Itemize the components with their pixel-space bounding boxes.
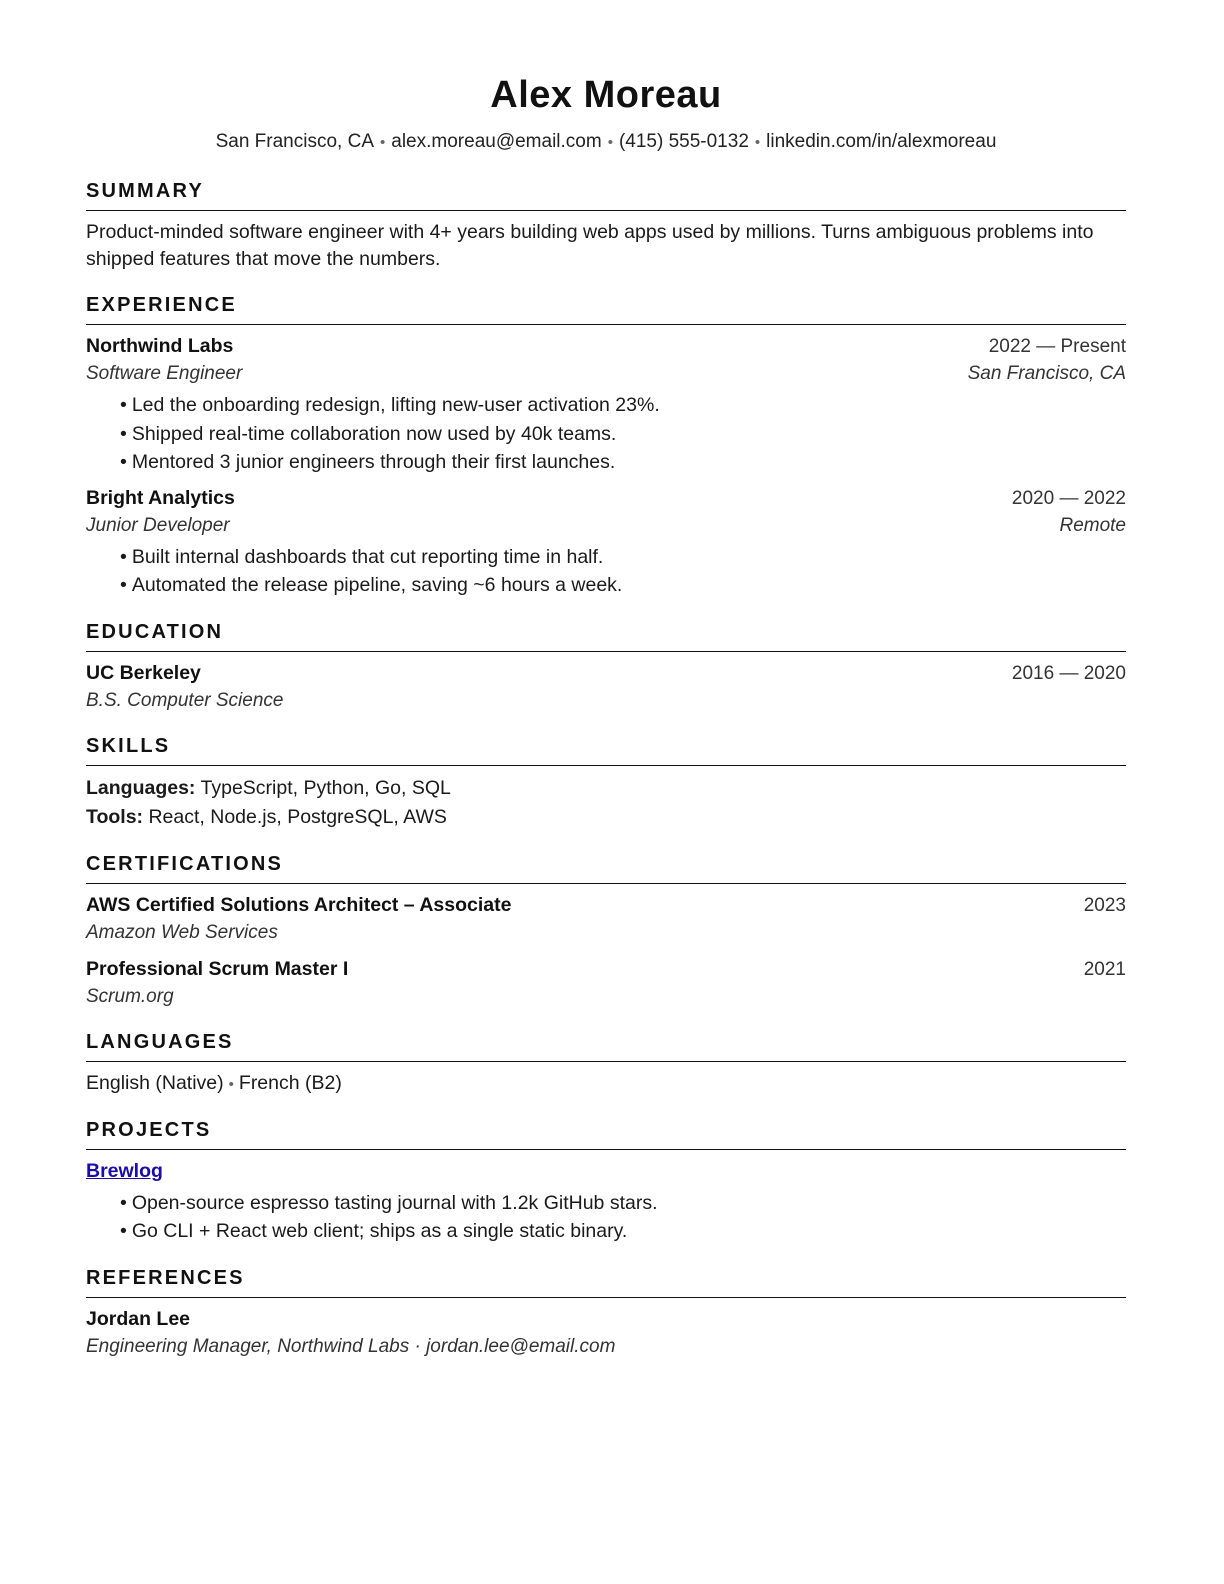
certification-name: Professional Scrum Master I — [86, 957, 349, 980]
experience-header-row — [86, 485, 1126, 512]
education-entry — [86, 660, 1126, 714]
bullet-item: • Mentored 3 junior engineers through their first launches. — [120, 448, 1126, 477]
company-name: Bright Analytics — [86, 486, 235, 509]
language-separator: • — [228, 1075, 234, 1093]
experience-heading: EXPERIENCE — [86, 293, 1126, 325]
bullet-item: • Led the onboarding redesign, lifting new-user activation 23%. — [120, 391, 1126, 420]
project-bullets — [86, 1189, 1126, 1246]
certification-issuer: Amazon Web Services — [86, 921, 278, 943]
school-name: UC Berkeley — [86, 661, 201, 684]
bullet-item: • Built internal dashboards that cut reporting time in half. — [120, 543, 1126, 572]
projects-heading: PROJECTS — [86, 1118, 1126, 1150]
candidate-name: Alex Moreau — [490, 74, 722, 116]
contact-linkedin[interactable]: linkedin.com/in/alexmoreau — [766, 131, 997, 152]
references-section — [86, 1266, 1126, 1360]
experience-header-row — [86, 333, 1126, 360]
job-location: Remote — [1059, 514, 1126, 536]
degree: B.S. Computer Science — [86, 689, 284, 711]
bullet-item: • Shipped real-time collaboration now used by 40k teams. — [120, 420, 1126, 449]
contact-email[interactable]: alex.moreau@email.com — [391, 131, 602, 152]
experience-entry — [86, 333, 1126, 477]
project-entry — [86, 1158, 1126, 1246]
experience-sub-row — [86, 360, 1126, 387]
reference-name: Jordan Lee — [86, 1307, 191, 1330]
company-name: Northwind Labs — [86, 335, 234, 357]
contact-location: San Francisco, CA — [215, 131, 374, 152]
skill-value: TypeScript, Python, Go, SQL — [200, 776, 451, 799]
contact-separator: • — [754, 134, 761, 151]
certification-header-row — [86, 956, 1126, 983]
skill-label: Tools: — [86, 805, 144, 828]
job-bullets — [86, 543, 1126, 600]
project-link[interactable]: Brewlog — [86, 1159, 163, 1182]
job-location: San Francisco, CA — [967, 363, 1126, 384]
experience-list — [86, 333, 1126, 600]
languages-line — [86, 1070, 1126, 1098]
contact-separator: • — [607, 134, 613, 151]
contact-phone: (415) 555-0132 — [618, 131, 749, 152]
experience-section — [86, 293, 1126, 600]
certification-year: 2023 — [1083, 894, 1126, 916]
skills-section — [86, 734, 1126, 832]
skill-value: React, Node.js, PostgreSQL, AWS — [148, 805, 447, 828]
language-item: French (B2) — [238, 1071, 342, 1094]
bullet-item: • Open-source espresso tasting journal with 1.2k GitHub stars. — [120, 1189, 1126, 1218]
certifications-section — [86, 852, 1126, 1010]
skill-line-tools — [86, 803, 1126, 832]
education-section — [86, 620, 1126, 714]
job-role: Junior Developer — [86, 514, 230, 536]
contact-separator: • — [380, 134, 386, 151]
certification-header-row — [86, 892, 1126, 919]
references-heading: REFERENCES — [86, 1266, 1126, 1298]
languages-section — [86, 1030, 1126, 1098]
certification-entry — [86, 892, 1126, 946]
summary-heading: SUMMARY — [86, 179, 1126, 211]
skills-list — [86, 774, 1126, 832]
reference-entry — [86, 1306, 1126, 1360]
summary-section — [86, 179, 1126, 273]
job-bullets — [86, 391, 1126, 477]
education-heading: EDUCATION — [86, 620, 1126, 652]
bullet-item: • Go CLI + React web client; ships as a single static binary. — [120, 1217, 1126, 1246]
resume-content — [86, 72, 1126, 1360]
certification-issuer: Scrum.org — [86, 985, 174, 1007]
skill-line-languages — [86, 774, 1126, 803]
education-header-row — [86, 660, 1126, 687]
education-dates: 2016 — 2020 — [1011, 662, 1126, 684]
projects-section — [86, 1118, 1126, 1246]
certification-name: AWS Certified Solutions Architect – Associate — [86, 893, 512, 916]
skill-label: Languages: — [86, 776, 196, 799]
certification-year: 2021 — [1083, 958, 1126, 980]
certifications-list — [86, 892, 1126, 1010]
certifications-heading: CERTIFICATIONS — [86, 852, 1126, 884]
job-dates: 2022 — Present — [988, 336, 1126, 357]
job-role: Software Engineer — [86, 363, 243, 384]
experience-sub-row — [86, 512, 1126, 539]
certification-entry — [86, 956, 1126, 1010]
bullet-item: • Automated the release pipeline, saving ~6 hours a week. — [120, 571, 1126, 600]
language-item: English (Native) — [86, 1071, 224, 1094]
languages-heading: LANGUAGES — [86, 1030, 1126, 1062]
summary-text: Product-minded software engineer with 4+ years building web apps used by millions. Turns ambiguous problems into shipped features that move the numbers. — [86, 221, 1094, 270]
experience-entry — [86, 485, 1126, 600]
job-dates: 2020 — 2022 — [1011, 487, 1126, 509]
reference-detail: Engineering Manager, Northwind Labs · jordan.lee@email.com — [86, 1335, 616, 1357]
skills-heading: SKILLS — [86, 734, 1126, 766]
contact-line — [86, 130, 1126, 155]
